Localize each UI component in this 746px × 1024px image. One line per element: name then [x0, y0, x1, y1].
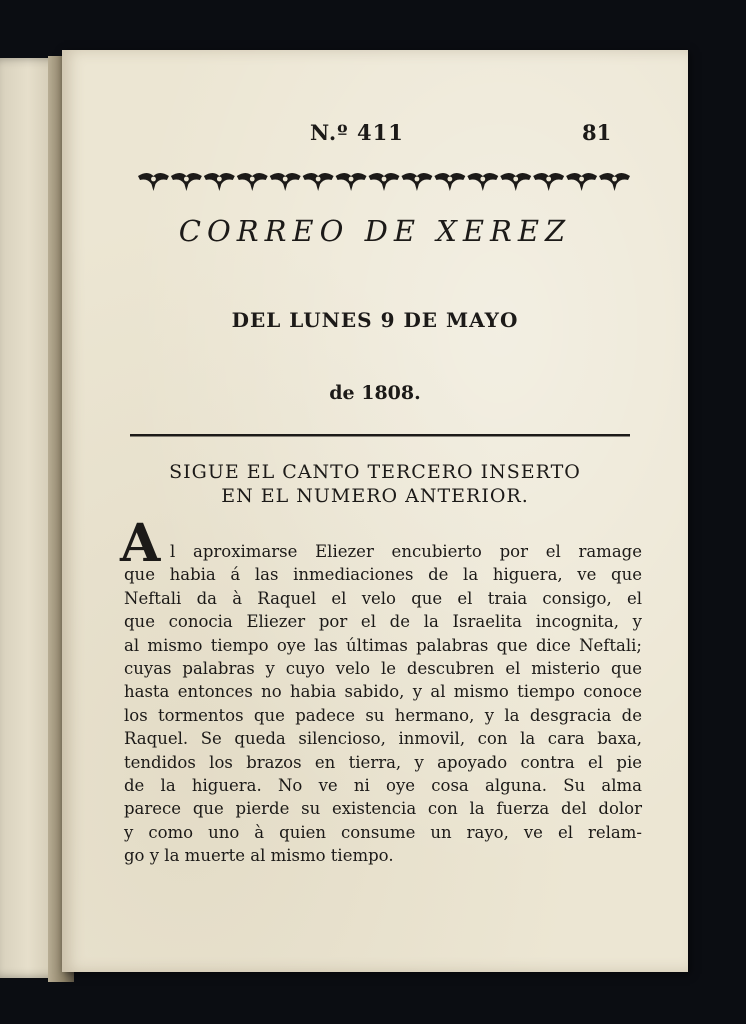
body-line: Raquel. Se queda silencioso, inmovil, con la cara baxa,	[124, 729, 642, 749]
body-line: hasta entonces no habia sabido, y al mismo tiempo conoce	[124, 682, 642, 702]
article-heading	[62, 460, 688, 508]
masthead-title: CORREO DE XEREZ	[178, 214, 572, 248]
masthead-dateline: DEL LUNES 9 DE MAYO	[231, 308, 519, 332]
body-line: tendidos los brazos en tierra, y apoyado contra el pie	[124, 752, 642, 772]
fleuron-ornament	[566, 173, 597, 191]
article-heading-line-1: SIGUE EL CANTO TERCERO INSERTO	[169, 461, 581, 483]
decorative-border-ornament	[137, 170, 631, 192]
body-line: go y la muerte al mismo tiempo.	[124, 846, 394, 866]
issue-number: N.º 411	[310, 120, 404, 145]
body-line: que conocia Eliezer por el de la Israelita incognita, y	[124, 612, 642, 632]
article-heading-line-2: EN EL NUMERO ANTERIOR.	[221, 485, 529, 507]
body-line: cuyas palabras y cuyo velo le descubren el misterio que	[124, 659, 642, 679]
fleuron-ornament	[533, 173, 564, 191]
fleuron-ornament	[434, 173, 465, 191]
fleuron-ornament	[401, 173, 432, 191]
fleuron-ornament	[467, 173, 498, 191]
drop-cap: A	[120, 513, 161, 574]
article-body	[120, 513, 642, 868]
fleuron-ornament	[237, 173, 268, 191]
running-header	[62, 120, 688, 150]
fleuron-ornament	[599, 173, 630, 191]
body-line: de la higuera. No ve ni oye cosa alguna. Su alma	[124, 776, 642, 796]
body-line: y como uno à quien consume un rayo, ve el relam-	[124, 822, 642, 842]
body-line: los tormentos que padece su hermano, y la desgracia de	[124, 705, 642, 725]
fleuron-ornament	[138, 173, 169, 191]
page-number: 81	[582, 120, 612, 145]
fleuron-ornament	[500, 173, 531, 191]
fleuron-ornament	[369, 173, 400, 191]
body-line	[120, 513, 642, 574]
body-line-text: l aproximarse Eliezer encubierto por el ramage	[170, 542, 642, 561]
body-line: al mismo tiempo oye las últimas palabras que dice Neftali;	[124, 635, 642, 655]
body-line: Neftali da à Raquel el velo que el traia consigo, el	[124, 588, 642, 608]
separator-rule	[130, 432, 630, 438]
fleuron-ornament	[204, 173, 235, 191]
fleuron-ornament	[336, 173, 367, 191]
newspaper-page	[62, 50, 688, 972]
fleuron-ornament	[270, 173, 301, 191]
body-line: parece que pierde su existencia con la fuerza del dolor	[124, 799, 642, 819]
masthead-year: de 1808.	[329, 382, 421, 404]
body-line: que habia á las inmediaciones de la higuera, ve que	[124, 565, 642, 585]
fleuron-ornament	[303, 173, 334, 191]
fleuron-ornament	[171, 173, 202, 191]
